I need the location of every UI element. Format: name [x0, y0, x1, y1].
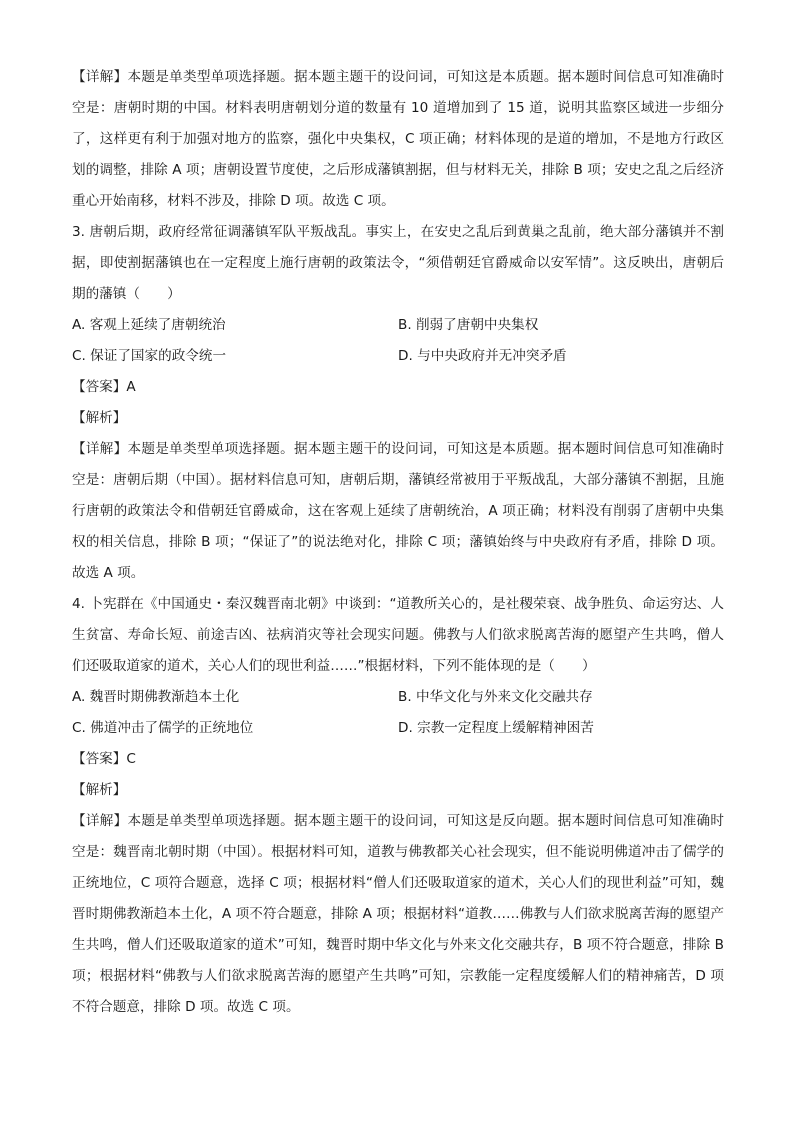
q4-options-row-2 [72, 713, 724, 744]
q4-option-c: C. 佛道冲击了儒学的正统地位 [72, 720, 254, 736]
q4-options-row-1 [72, 682, 724, 713]
q2-analysis-detail: 【详解】本题是单类型单项选择题。据本题主题干的设问词，可知这是本质题。据本题时间信息可知准确时空是：唐朝时期的中国。材料表明唐朝划分道的数量有 10 道增加到了 15 道，说明其监察区域进一步细分了，这样更有利于加强对地方的监察，强化中央集权，C 项正确；材料体现的是道的增加，不是地方行政区划的调整，排除 A 项；唐朝设置节度使，之后形成藩镇割据，但与材料无关，排除 B 项；安史之乱之后经济重心开始南移，材料不涉及，排除 D 项。故选 C 项。 [72, 69, 724, 209]
q4-stem: 4. 卜宪群在《中国通史・秦汉魏晋南北朝》中谈到：“道教所关心的，是社稷荣衰、战争胜负、命运穷达、人生贫富、寿命长短、前途吉凶、祛病消灾等社会现实问题。佛教与人们欲求脱离苦海的愿望产生共鸣，僧人们还吸取道家的道术，关心人们的现世利益……”根据材料，下列不能体现的是（ ） [72, 596, 724, 674]
q3-analysis-detail: 【详解】本题是单类型单项选择题。据本题主题干的设问词，可知这是本质题。据本题时间信息可知准确时空是：唐朝后期（中国）。据材料信息可知，唐朝后期，藩镇经常被用于平叛战乱，大部分藩镇不割据，且施行唐朝的政策法令和借朝廷官爵威命，这在客观上延续了唐朝统治，A 项正确；材料没有削弱了唐朝中央集权的相关信息，排除 B 项；“保证了”的说法绝对化，排除 C 项；藩镇始终与中央政府有矛盾，排除 D 项。故选 A 项。 [72, 441, 724, 581]
document-page [72, 62, 724, 1023]
q3-analysis-heading: 【解析】 [72, 410, 127, 426]
q4-option-b: B. 中华文化与外来文化交融共存 [398, 689, 593, 705]
q3-option-a: A. 客观上延续了唐朝统治 [72, 317, 226, 333]
q3-answer: 【答案】A [72, 379, 136, 395]
q4-analysis-detail: 【详解】本题是单类型单项选择题。据本题主题干的设问词，可知这是反向题。据本题时间信息可知准确时空是：魏晋南北朝时期（中国）。根据材料可知，道教与佛教都关心社会现实，但不能说明佛道冲击了儒学的正统地位，C 项符合题意，选择 C 项；根据材料“僧人们还吸取道家的道术，关心人们的现世利益”可知，魏晋时期佛教渐趋本土化，A 项不符合题意，排除 A 项；根据材料“道教……佛教与人们欲求脱离苦海的愿望产生共鸣，僧人们还吸取道家的道术”可知，魏晋时期中华文化与外来文化交融共存，B 项不符合题意，排除 B 项；根据材料“佛教与人们欲求脱离苦海的愿望产生共鸣”可知，宗教能一定程度缓解人们的精神痛苦，D 项不符合题意，排除 D 项。故选 C 项。 [72, 813, 724, 1015]
q4-option-a: A. 魏晋时期佛教渐趋本土化 [72, 689, 240, 705]
q3-options-row-2 [72, 341, 724, 372]
q4-analysis-heading: 【解析】 [72, 782, 127, 798]
q4-option-d: D. 宗教一定程度上缓解精神困苦 [398, 720, 594, 736]
q3-stem: 3. 唐朝后期，政府经常征调藩镇军队平叛战乱。事实上，在安史之乱后到黄巢之乱前，绝大部分藩镇并不割据，即使割据藩镇也在一定程度上施行唐朝的政策法令，“须借朝廷官爵威命以安军情”。这反映出，唐朝后期的藩镇（ ） [72, 224, 724, 302]
q3-option-b: B. 削弱了唐朝中央集权 [398, 317, 539, 333]
q3-options-row-1 [72, 310, 724, 341]
q4-answer: 【答案】C [72, 751, 136, 767]
q3-option-c: C. 保证了国家的政令统一 [72, 348, 227, 364]
q3-option-d: D. 与中央政府并无冲突矛盾 [398, 348, 567, 364]
